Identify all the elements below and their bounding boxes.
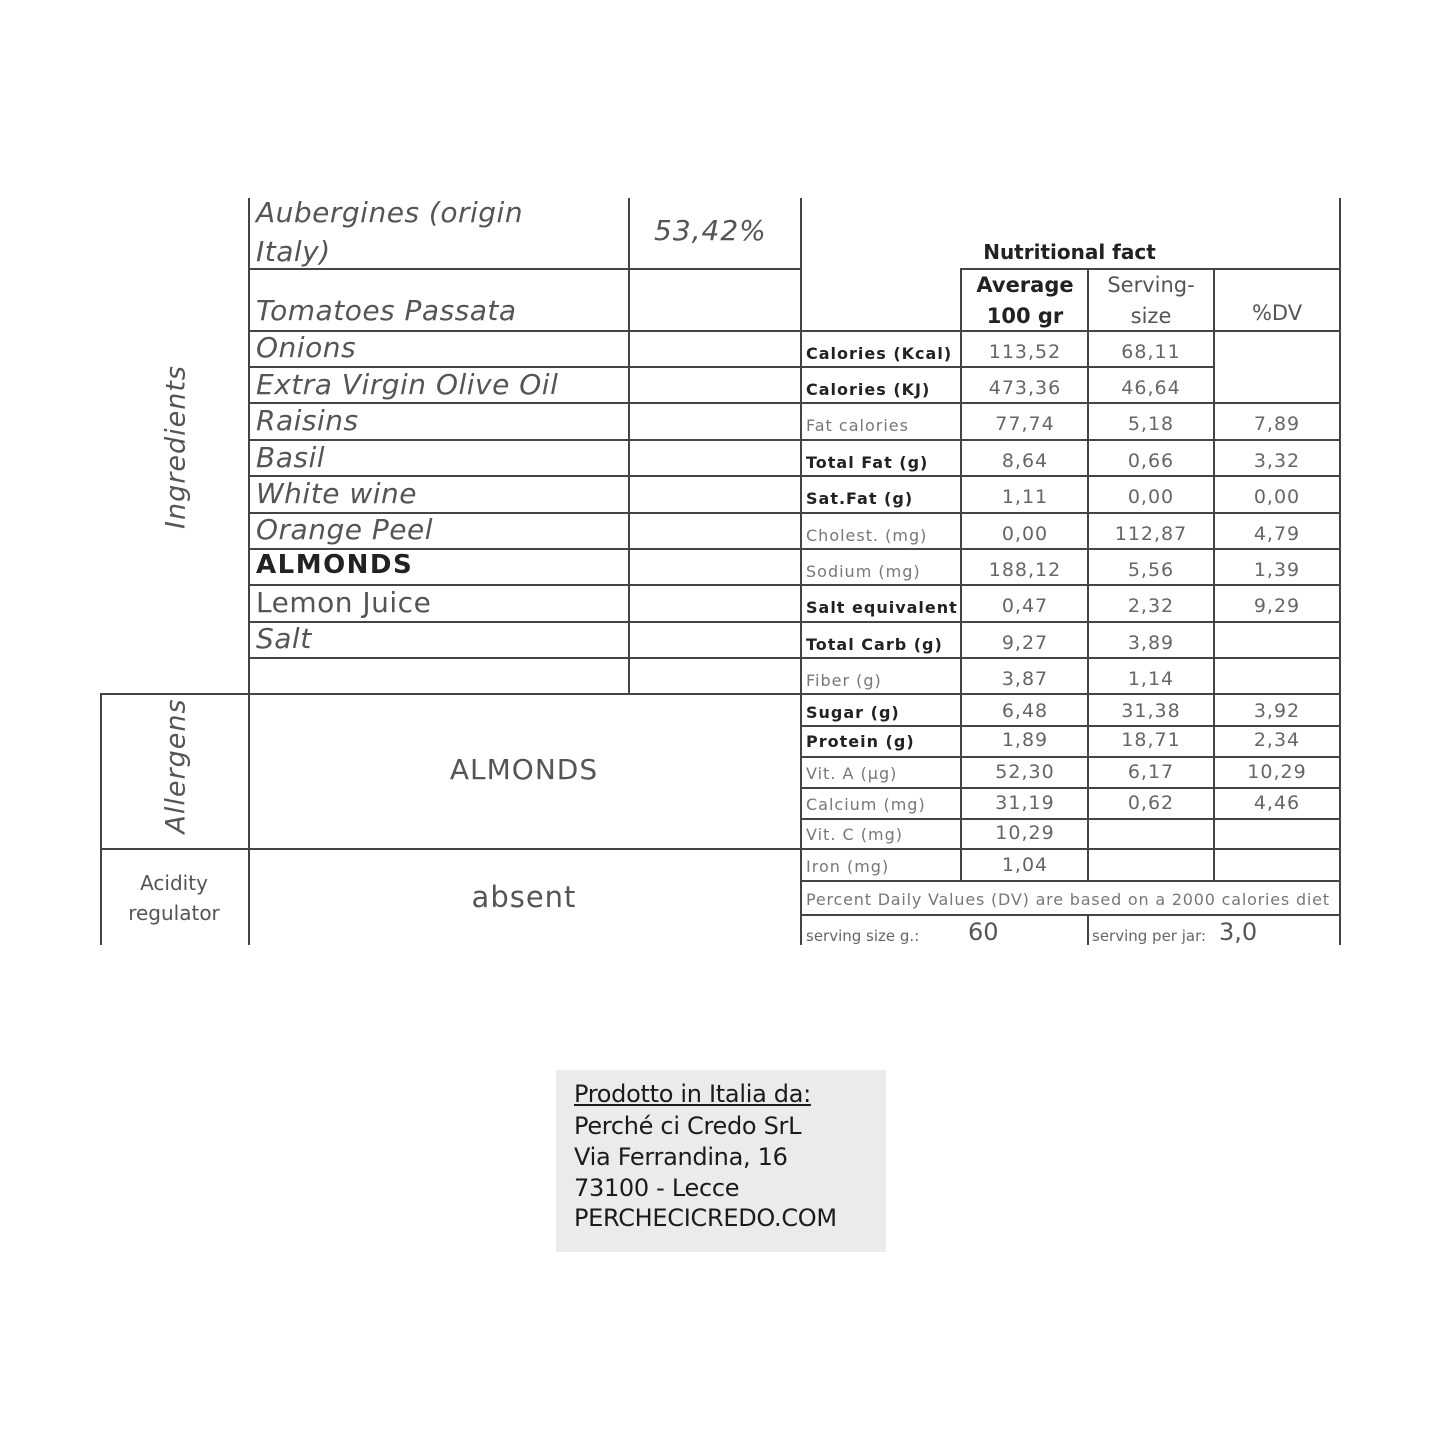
nutrient-label: Iron (mg) xyxy=(806,857,890,876)
stamp-city: 73100 - Lecce xyxy=(574,1174,740,1202)
ingredient-olive-oil: Extra Virgin Olive Oil xyxy=(256,368,559,401)
nutrient-dv-value: 4,46 xyxy=(1253,792,1301,814)
nutrient-serving-value: 1,14 xyxy=(1127,668,1175,690)
nutrition-title: Nutritional fact xyxy=(983,240,1156,264)
stamp-website: PERCHECICREDO.COM xyxy=(574,1204,837,1232)
nutrient-dv-value: 2,34 xyxy=(1253,729,1301,751)
dv-footnote: Percent Daily Values (DV) are based on a 2000 calories diet xyxy=(806,890,1330,909)
ingredient-lemon-juice: Lemon Juice xyxy=(256,586,432,619)
ingredient-tomatoes-passata: Tomatoes Passata xyxy=(256,294,517,327)
nutrient-dv-value: 3,92 xyxy=(1253,700,1301,722)
nutrient-label: Sodium (mg) xyxy=(806,562,921,581)
nutrient-avg-value: 10,29 xyxy=(995,822,1055,844)
nutrient-serving-value: 0,66 xyxy=(1127,450,1175,472)
nutrient-avg-value: 1,89 xyxy=(1001,729,1049,751)
nutrient-avg-value: 0,00 xyxy=(1001,523,1049,545)
serving-size-label: serving size g.: xyxy=(806,927,920,945)
nutrient-label: Vit. A (µg) xyxy=(806,764,898,783)
nutrient-dv-value: 7,89 xyxy=(1253,413,1301,435)
nutrient-dv-value: 10,29 xyxy=(1247,761,1307,783)
nutrient-dv-value: 1,39 xyxy=(1253,559,1301,581)
nutrient-avg-value: 8,64 xyxy=(1001,450,1049,472)
nutrient-serving-value: 46,64 xyxy=(1121,377,1181,399)
producer-stamp xyxy=(556,1070,886,1252)
nutrient-label: Protein (g) xyxy=(806,732,915,751)
ingredient-salt: Salt xyxy=(256,622,312,655)
nutrient-serving-value: 6,17 xyxy=(1127,761,1175,783)
nutrient-serving-value: 3,89 xyxy=(1127,632,1175,654)
nutrient-dv-value: 3,32 xyxy=(1253,450,1301,472)
nutrient-serving-value: 18,71 xyxy=(1121,729,1181,751)
nutrient-label: Total Fat (g) xyxy=(806,453,929,472)
header-average-100g: Average 100 gr xyxy=(976,273,1074,328)
nutrient-serving-value: 112,87 xyxy=(1114,523,1188,545)
nutrient-avg-value: 1,04 xyxy=(1001,854,1049,876)
serving-per-jar-value: 3,0 xyxy=(1219,918,1258,946)
header-dv: %DV xyxy=(1251,301,1303,325)
nutrient-label: Cholest. (mg) xyxy=(806,526,928,545)
allergens-heading: Allergens xyxy=(160,698,192,834)
serving-per-jar-label: serving per jar: xyxy=(1092,927,1207,945)
ingredients-heading: Ingredients xyxy=(160,365,192,529)
nutrient-serving-value: 5,18 xyxy=(1127,413,1175,435)
ingredient-raisins: Raisins xyxy=(256,404,359,437)
nutrient-avg-value: 473,36 xyxy=(988,377,1062,399)
nutrient-label: Sugar (g) xyxy=(806,703,900,722)
nutrient-label: Calcium (mg) xyxy=(806,795,926,814)
nutrient-label: Calories (Kcal) xyxy=(806,344,953,363)
ingredient-aubergines: Aubergines (origin Italy) xyxy=(256,196,524,268)
nutrient-avg-value: 6,48 xyxy=(1001,700,1049,722)
nutrient-label: Vit. C (mg) xyxy=(806,825,903,844)
nutrient-avg-value: 52,30 xyxy=(995,761,1055,783)
aubergines-percentage: 53,42% xyxy=(654,214,767,247)
nutrient-avg-value: 0,47 xyxy=(1001,595,1049,617)
allergens-value: ALMONDS xyxy=(449,753,599,786)
nutrient-label: Fiber (g) xyxy=(806,671,882,690)
nutrient-avg-value: 1,11 xyxy=(1001,486,1049,508)
ingredient-almonds: ALMONDS xyxy=(256,550,414,580)
nutrient-serving-value: 0,00 xyxy=(1127,486,1175,508)
nutrient-dv-value: 9,29 xyxy=(1253,595,1301,617)
header-serving-size: Serving- size xyxy=(1107,273,1195,328)
ingredient-onions: Onions xyxy=(256,331,357,364)
acidity-regulator-value: absent xyxy=(471,880,577,914)
stamp-street: Via Ferrandina, 16 xyxy=(574,1143,788,1171)
nutrient-avg-value: 9,27 xyxy=(1001,632,1049,654)
nutrient-serving-value: 0,62 xyxy=(1127,792,1175,814)
nutrient-label: Sat.Fat (g) xyxy=(806,489,914,508)
nutrient-avg-value: 31,19 xyxy=(995,792,1055,814)
nutrient-serving-value: 5,56 xyxy=(1127,559,1175,581)
nutrient-avg-value: 113,52 xyxy=(988,341,1062,363)
stamp-company: Perché ci Credo SrL xyxy=(574,1112,802,1140)
acidity-regulator-heading: Acidity regulator xyxy=(128,871,220,925)
nutrient-serving-value: 31,38 xyxy=(1121,700,1181,722)
ingredient-white-wine: White wine xyxy=(256,477,417,510)
stamp-heading: Prodotto in Italia da: xyxy=(574,1080,811,1108)
ingredient-orange-peel: Orange Peel xyxy=(256,513,433,546)
nutrient-label: Salt equivalent xyxy=(806,598,958,617)
ingredient-basil: Basil xyxy=(256,441,326,474)
nutrient-serving-value: 68,11 xyxy=(1121,341,1181,363)
nutrient-label: Calories (KJ) xyxy=(806,380,931,399)
serving-size-value: 60 xyxy=(968,918,999,946)
nutrient-serving-value: 2,32 xyxy=(1127,595,1175,617)
nutrient-dv-value: 0,00 xyxy=(1253,486,1301,508)
nutrient-avg-value: 188,12 xyxy=(988,559,1062,581)
nutrient-avg-value: 77,74 xyxy=(995,413,1055,435)
nutrient-label: Total Carb (g) xyxy=(806,635,943,654)
nutrient-dv-value: 4,79 xyxy=(1253,523,1301,545)
nutrient-avg-value: 3,87 xyxy=(1001,668,1049,690)
nutrient-label: Fat calories xyxy=(806,416,909,435)
